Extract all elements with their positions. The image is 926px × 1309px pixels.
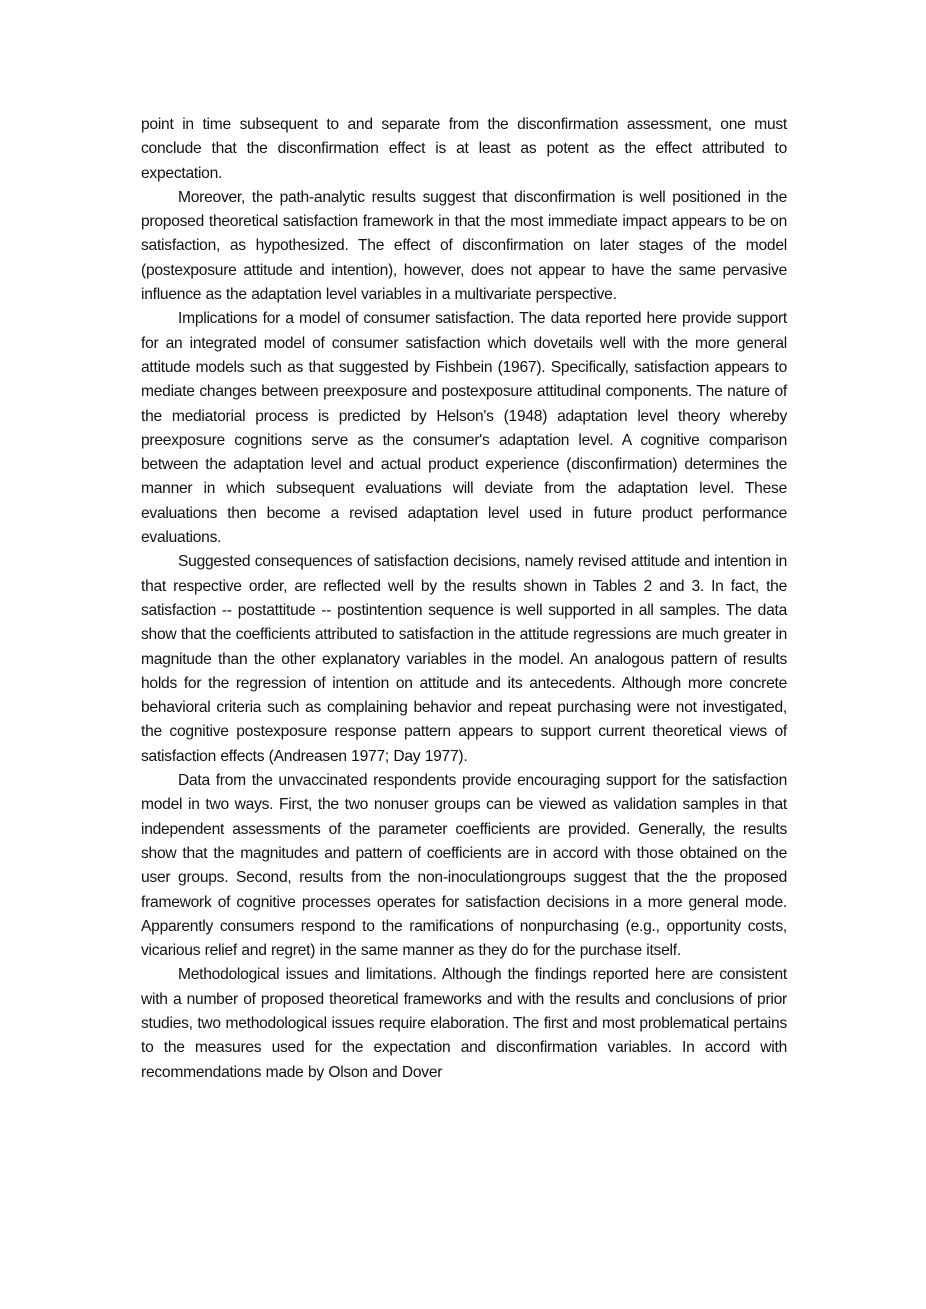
- paragraph-5: Data from the unvaccinated respondents provide encouraging support for the satisfaction model in two ways. First, the two nonuser groups can be viewed as validation samples in that independent assessments of the parameter coefficients are provided. Generally, the results show that the magnitudes and pattern of coefficients are in accord with those obtained on the user groups. Second, results from the non-inoculationgroups suggest that the the proposed framework of cognitive processes operates for satisfaction decisions in a more general mode. Apparently consumers respond to the ramifications of nonpurchasing (e.g., opportunity costs, vicarious relief and regret) in the same manner as they do for the purchase itself.: [141, 772, 787, 960]
- paragraph-3: Implications for a model of consumer satisfaction. The data reported here provide support for an integrated model of consumer satisfaction which dovetails well with the more general attitude models such as that suggested by Fishbein (1967). Specifically, satisfaction appears to mediate changes between preexposure and postexposure attitudinal components. The nature of the mediatorial process is predicted by Helson's (1948) adaptation level theory whereby preexposure cognitions serve as the consumer's adaptation level. A cognitive comparison between the adaptation level and actual product experience (disconfirmation) determines the manner in which subsequent evaluations will deviate from the adaptation level. These evaluations then become a revised adaptation level used in future product performance evaluations.: [141, 310, 787, 547]
- document-body: [141, 113, 787, 1085]
- paragraph-6: Methodological issues and limitations. Although the findings reported here are consistent with a number of proposed theoretical frameworks and with the results and conclusions of prior studies, two methodological issues require elaboration. The first and most problematical pertains to the measures used for the expectation and disconfirmation variables. In accord with recommendations made by Olson and Dover: [141, 966, 787, 1081]
- paragraph-2: Moreover, the path-analytic results suggest that disconfirmation is well positioned in the proposed theoretical satisfaction framework in that the most immediate impact appears to be on satisfaction, as hypothesized. The effect of disconfirmation on later stages of the model (postexposure attitude and intention), however, does not appear to have the same pervasive influence as the adaptation level variables in a multivariate perspective.: [141, 188, 787, 304]
- paragraph-4: Suggested consequences of satisfaction decisions, namely revised attitude and intention in that respective order, are reflected well by the results shown in Tables 2 and 3. In fact, the satisfaction -- postattitude -- postintention sequence is well supported in all samples. The data show that the coefficients attributed to satisfaction in the attitude regressions are much greater in magnitude than the other explanatory variables in the model. An analogous pattern of results holds for the regression of intention on attitude and its antecedents. Although more concrete behavioral criteria such as complaining behavior and repeat purchasing were not investigated, the cognitive postexposure response pattern appears to support current theoretical views of satisfaction effects (Andreasen 1977; Day 1977).: [141, 553, 787, 765]
- paragraph-1: point in time subsequent to and separate from the disconfirmation assessment, one must conclude that the disconfirmation effect is at least as potent as the effect attributed to expectation.: [141, 116, 787, 182]
